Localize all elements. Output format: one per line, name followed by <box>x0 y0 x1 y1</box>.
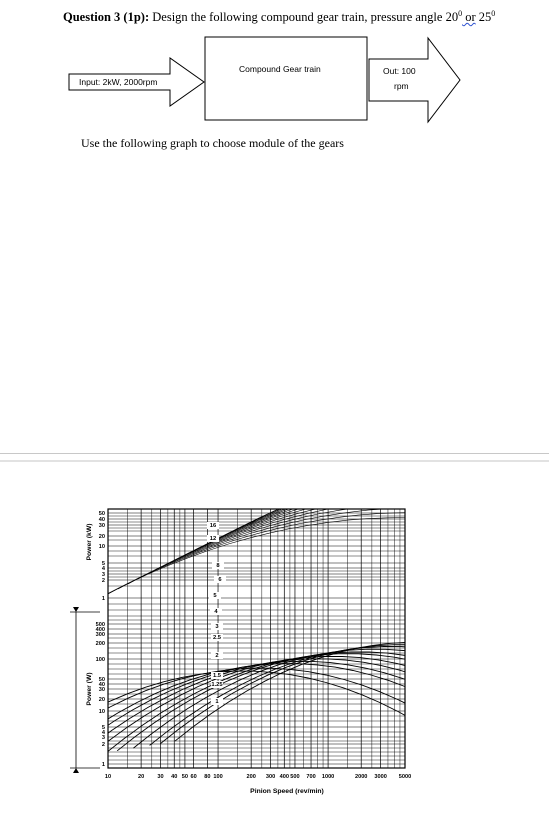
x-tick-label: 3000 <box>374 774 387 780</box>
y-lower-tick-label: 10 <box>98 709 105 715</box>
question-text: Design the following compound gear train, pressure angle 20 <box>149 10 459 25</box>
y-upper-tick-label: 40 <box>98 517 105 523</box>
module-label: 2.5 <box>212 635 222 641</box>
bracket-arrow <box>73 607 79 612</box>
plot-border <box>108 509 405 768</box>
module-label: 8 <box>216 563 220 569</box>
module-label: 5 <box>213 593 217 599</box>
y-lower-tick-label: 1 <box>101 762 105 768</box>
y-upper-tick-label: 4 <box>101 566 105 572</box>
x-tick-label: 100 <box>213 774 223 780</box>
box-label: Compound Gear train <box>239 64 321 74</box>
y-lower-tick-label: 400 <box>95 627 105 633</box>
y-upper-tick-label: 30 <box>98 523 105 529</box>
x-tick-label: 10 <box>104 774 112 780</box>
plot-area <box>108 509 405 768</box>
output-label-line1: Out: 100 <box>383 66 416 76</box>
y-lower-tick-label: 3 <box>101 735 105 741</box>
x-tick-label: 50 <box>181 774 189 780</box>
y-upper-tick-label: 3 <box>101 572 105 578</box>
question-number: Question 3 (1p): <box>63 10 150 25</box>
degree-sup-1: 0 <box>458 9 463 18</box>
x-tick-label: 700 <box>306 774 316 780</box>
x-tick-label: 40 <box>171 774 178 780</box>
x-tick-label: 80 <box>204 774 211 780</box>
x-tick-label: 1000 <box>321 774 335 780</box>
module-label: 16 <box>209 523 217 529</box>
module-label: 1.5 <box>212 673 222 679</box>
y-upper-tick-label: 1 <box>101 596 105 602</box>
bracket-arrow <box>73 768 79 773</box>
x-tick-label: 300 <box>265 774 276 780</box>
module-label: 12 <box>209 536 217 542</box>
y-lower-tick-label: 40 <box>98 682 105 688</box>
x-tick-label: 400 <box>279 774 289 780</box>
y-upper-tick-label: 50 <box>98 511 105 517</box>
x-tick-label: 20 <box>138 774 145 780</box>
x-tick-label: 500 <box>290 774 300 780</box>
x-tick-label: 60 <box>190 774 197 780</box>
module-label: 4 <box>214 609 218 615</box>
module-label: 1.25 <box>211 682 223 688</box>
x-tick-label: 2000 <box>354 774 368 780</box>
module-label: 1 <box>215 699 219 705</box>
module-label: 6 <box>218 577 222 583</box>
instruction-text: Use the following graph to choose module of the gears <box>81 136 344 150</box>
y-upper-tick-label: 10 <box>98 544 105 550</box>
y-lower-tick-label: 300 <box>95 632 105 638</box>
input-label: Input: 2kW, 2000rpm <box>79 77 158 87</box>
y-upper-tick-label: 2 <box>101 578 105 584</box>
y-lower-tick-label: 200 <box>95 641 105 647</box>
spelling-flagged-or: or <box>462 10 476 25</box>
module-label: 2 <box>215 653 219 659</box>
y-lower-tick-label: 2 <box>101 742 105 748</box>
y-upper-tick-label: 5 <box>101 561 105 567</box>
output-label-line2: rpm <box>394 81 409 91</box>
y-lower-tick-label: 500 <box>95 622 105 628</box>
x-tick-label: 200 <box>246 774 256 780</box>
y-lower-tick-label: 5 <box>101 725 105 731</box>
x-tick-label: 5000 <box>398 774 412 780</box>
x-tick-label: 30 <box>157 774 164 780</box>
y-lower-tick-label: 30 <box>98 687 105 693</box>
x-axis-title: Pinion Speed (rev/min) <box>250 788 324 795</box>
y-axis-title-upper: Power (kW) <box>86 523 93 561</box>
y-lower-tick-label: 4 <box>101 730 105 736</box>
degree-sup-2: 0 <box>491 9 496 18</box>
y-upper-tick-label: 20 <box>98 534 105 540</box>
angle-2: 25 <box>475 10 492 25</box>
module-label: 3 <box>215 624 219 630</box>
y-lower-tick-label: 20 <box>98 697 105 703</box>
y-lower-tick-label: 50 <box>98 677 105 683</box>
y-axis-title-lower: Power (W) <box>86 672 93 706</box>
y-lower-tick-label: 100 <box>95 657 105 663</box>
